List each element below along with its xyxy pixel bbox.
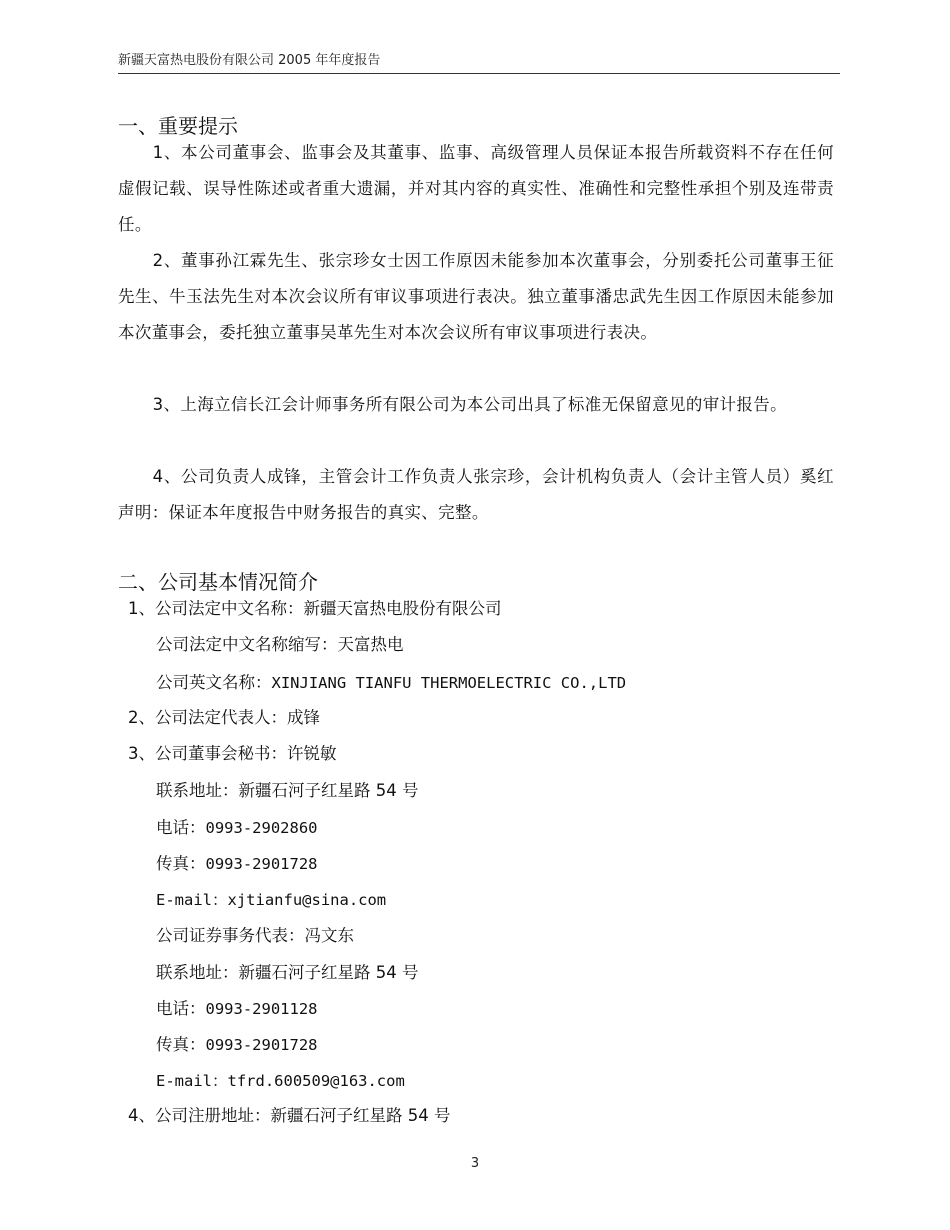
info-value: 0993-2901728: [205, 1036, 318, 1054]
info-value: 成锋: [287, 708, 320, 727]
info-line-secretary-phone: [156, 817, 317, 839]
section-title-company-profile: 二、公司基本情况简介: [118, 570, 318, 594]
info-value: tfrd.600509@163.com: [227, 1072, 405, 1090]
info-line-rep-email: [156, 1070, 405, 1092]
info-label: 3、公司董事会秘书：: [128, 744, 287, 763]
info-line-secretary-address: [156, 780, 419, 802]
info-value: 新疆石河子红星路 54 号: [270, 1106, 451, 1125]
info-label: 传真：: [156, 854, 206, 873]
page-number: 3: [470, 1156, 480, 1171]
info-label: E-mail：: [156, 891, 228, 909]
info-label: 1、公司法定中文名称：: [128, 599, 304, 618]
info-line-rep-address: [156, 962, 419, 984]
info-value: 天富热电: [337, 635, 404, 654]
info-value: xjtianfu@sina.com: [227, 891, 387, 909]
info-label: 公司证券事务代表：: [156, 926, 305, 945]
info-value: XINJIANG TIANFU THERMOELECTRIC CO.,LTD: [271, 674, 627, 692]
info-value: 0993-2901728: [205, 855, 318, 873]
info-line-rep-phone: [156, 998, 317, 1020]
info-line-legal-rep: [128, 707, 320, 729]
info-line-registered-address: [128, 1105, 451, 1127]
info-label: 公司法定中文名称缩写：: [156, 635, 338, 654]
info-label: 公司英文名称：: [156, 673, 272, 692]
info-line-secretary-fax: [156, 853, 317, 875]
info-value: 许锐敏: [287, 744, 337, 763]
info-label: 联系地址：: [156, 963, 239, 982]
info-label: 2、公司法定代表人：: [128, 708, 287, 727]
info-label: 4、公司注册地址：: [128, 1106, 271, 1125]
info-label: 电话：: [156, 818, 206, 837]
info-label: 联系地址：: [156, 781, 239, 800]
info-line-rep-fax: [156, 1034, 317, 1056]
info-line-cn-name: [128, 598, 502, 620]
notice-paragraph-1: 1、本公司董事会、监事会及其董事、监事、高级管理人员保证本报告所载资料不存在任何虚假记载、误导性陈述或者重大遗漏，并对其内容的真实性、准确性和完整性承担个别及连带责任。: [118, 143, 834, 234]
info-label: 电话：: [156, 999, 206, 1018]
info-line-board-secretary: [128, 743, 337, 765]
info-line-cn-abbr: [156, 634, 404, 656]
info-value: 新疆石河子红星路 54 号: [238, 781, 419, 800]
info-value: 0993-2902860: [205, 819, 318, 837]
info-line-en-name: [156, 672, 626, 694]
section-title-important-notice: 一、重要提示: [118, 114, 238, 138]
info-label: E-mail：: [156, 1072, 228, 1090]
info-value: 新疆石河子红星路 54 号: [238, 963, 419, 982]
info-value: 0993-2901128: [205, 1000, 318, 1018]
header-divider: [118, 73, 840, 74]
notice-paragraph-4: 4、公司负责人成锋，主管会计工作负责人张宗珍，会计机构负责人（会计主管人员）奚红声明：保证本年度报告中财务报告的真实、完整。: [118, 467, 834, 522]
notice-paragraph-2: 2、董事孙江霖先生、张宗珍女士因工作原因未能参加本次董事会，分别委托公司董事王征先生、牛玉法先生对本次会议所有审议事项进行表决。独立董事潘忠武先生因工作原因未能参加本次董事会，委托独立董事吴革先生对本次会议所有审议事项进行表决。: [118, 251, 834, 342]
info-value: 冯文东: [304, 926, 354, 945]
info-line-securities-rep: [156, 925, 354, 947]
info-value: 新疆天富热电股份有限公司: [303, 599, 502, 618]
notice-paragraph-3: 3、上海立信长江会计师事务所有限公司为本公司出具了标准无保留意见的审计报告。: [152, 395, 787, 414]
info-label: 传真：: [156, 1035, 206, 1054]
info-line-secretary-email: [156, 889, 386, 911]
running-header: 新疆天富热电股份有限公司 2005 年年度报告: [118, 53, 381, 68]
